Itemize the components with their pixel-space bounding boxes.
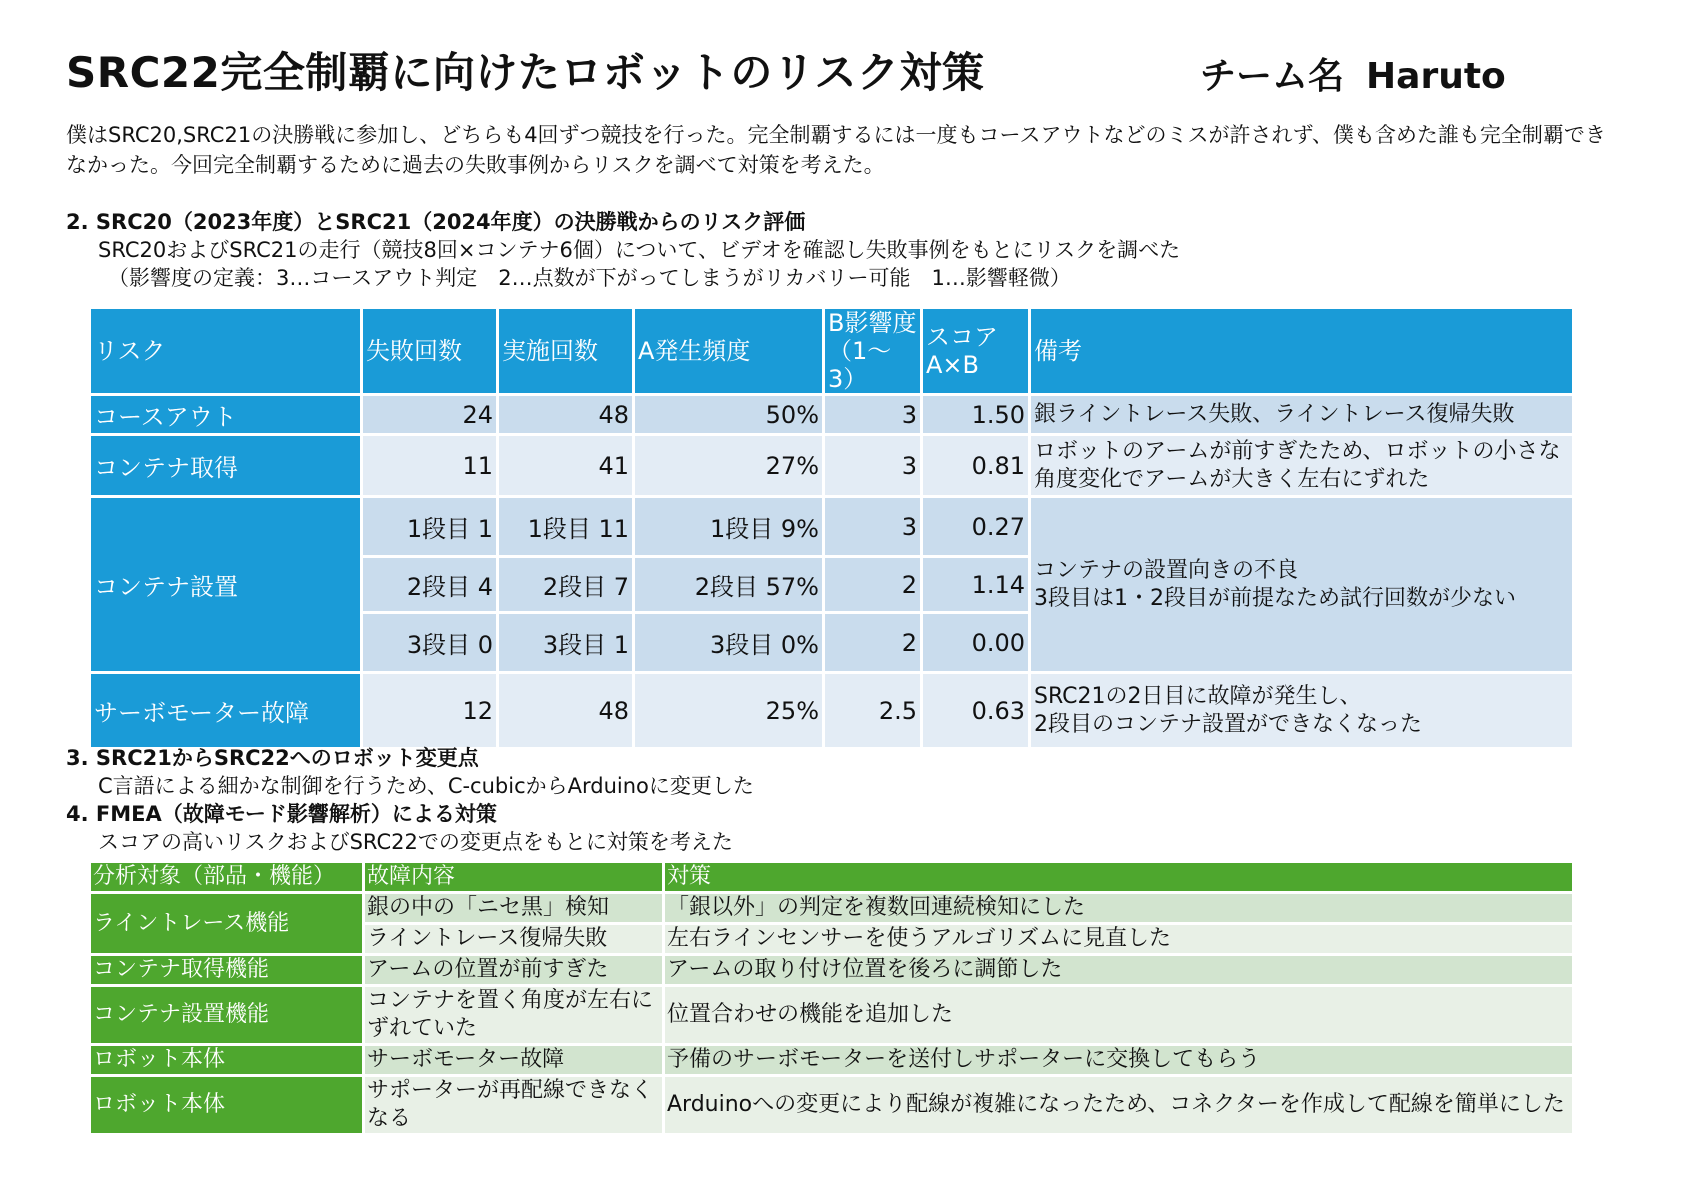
score: 0.00 bbox=[922, 613, 1030, 673]
header-fail-count: 失敗回数 bbox=[362, 308, 498, 395]
fmea-row-robot-2 bbox=[90, 1076, 1574, 1135]
fmea-row-linetrace-1 bbox=[90, 893, 1574, 924]
score: 0.27 bbox=[922, 497, 1030, 557]
section-4-text: スコアの高いリスクおよびSRC22での変更点をもとに対策を考えた bbox=[98, 830, 733, 854]
fmea-measure: 位置合わせの機能を追加した bbox=[664, 986, 1574, 1045]
section-3-heading: 3. SRC21からSRC22へのロボット変更点 bbox=[66, 746, 479, 770]
fmea-target: ロボット本体 bbox=[90, 1045, 364, 1076]
header-impact bbox=[824, 308, 922, 395]
fail-count: 24 bbox=[362, 395, 498, 435]
trial-count: 48 bbox=[498, 673, 634, 749]
note-line-1: SRC21の2日目に故障が発生し、 bbox=[1034, 683, 1362, 709]
trial-count: 1段目 11 bbox=[498, 497, 634, 557]
fmea-failure: サポーターが再配線できなくなる bbox=[364, 1076, 664, 1135]
section-2-line-2: （影響度の定義：3…コースアウト判定 2…点数が下がってしまうがリカバリー可能 1…影響軽微） bbox=[108, 266, 1071, 290]
frequency: 25% bbox=[634, 673, 824, 749]
team-label-text: チーム名 bbox=[1200, 56, 1345, 97]
header-impact-line-2: （1～3） bbox=[828, 337, 892, 393]
header-target: 分析対象（部品・機能） bbox=[90, 862, 364, 893]
risk-name: コースアウト bbox=[90, 395, 362, 435]
risk-name: サーボモーター故障 bbox=[90, 673, 362, 749]
frequency: 3段目 0% bbox=[634, 613, 824, 673]
header-risk: リスク bbox=[90, 308, 362, 395]
note bbox=[1030, 673, 1574, 749]
header-trial-count: 実施回数 bbox=[498, 308, 634, 395]
impact: 3 bbox=[824, 395, 922, 435]
trial-count: 2段目 7 bbox=[498, 557, 634, 613]
impact: 2 bbox=[824, 557, 922, 613]
frequency: 1段目 9% bbox=[634, 497, 824, 557]
page-title: SRC22完全制覇に向けたロボットのリスク対策 bbox=[66, 48, 985, 97]
fmea-target: コンテナ取得機能 bbox=[90, 955, 364, 986]
fmea-measure: 予備のサーボモーターを送付しサポーターに交換してもらう bbox=[664, 1045, 1574, 1076]
team-name: Haruto bbox=[1366, 56, 1506, 97]
fmea-failure: アームの位置が前すぎた bbox=[364, 955, 664, 986]
header-note: 備考 bbox=[1030, 308, 1574, 395]
fmea-failure: コンテナを置く角度が左右にずれていた bbox=[364, 986, 664, 1045]
risk-row-course-out bbox=[90, 395, 1574, 435]
impact: 3 bbox=[824, 497, 922, 557]
note: ロボットのアームが前すぎたため、ロボットの小さな角度変化でアームが大きく左右にずれた bbox=[1030, 435, 1574, 497]
section-2-heading: 2. SRC20（2023年度）とSRC21（2024年度）の決勝戦からのリスク評価 bbox=[66, 210, 806, 234]
fmea-row-container-get bbox=[90, 955, 1574, 986]
fmea-target: ロボット本体 bbox=[90, 1076, 364, 1135]
fmea-failure: サーボモーター故障 bbox=[364, 1045, 664, 1076]
note bbox=[1030, 497, 1574, 673]
score: 1.50 bbox=[922, 395, 1030, 435]
impact: 2.5 bbox=[824, 673, 922, 749]
trial-count: 48 bbox=[498, 395, 634, 435]
fail-count: 1段目 1 bbox=[362, 497, 498, 557]
impact: 2 bbox=[824, 613, 922, 673]
frequency: 27% bbox=[634, 435, 824, 497]
risk-row-container-get bbox=[90, 435, 1574, 497]
fail-count: 12 bbox=[362, 673, 498, 749]
fmea-measure: アームの取り付け位置を後ろに調節した bbox=[664, 955, 1574, 986]
header-score-line-1: スコア bbox=[926, 323, 998, 351]
risk-table bbox=[88, 306, 1575, 750]
fmea-row-container-place bbox=[90, 986, 1574, 1045]
fmea-target: コンテナ設置機能 bbox=[90, 986, 364, 1045]
fmea-measure: 左右ラインセンサーを使うアルゴリズムに見直した bbox=[664, 924, 1574, 955]
risk-row-container-place-1 bbox=[90, 497, 1574, 557]
risk-row-servo bbox=[90, 673, 1574, 749]
fmea-failure: 銀の中の「ニセ黒」検知 bbox=[364, 893, 664, 924]
team-label bbox=[1200, 48, 1506, 99]
note: 銀ライントレース失敗、ライントレース復帰失敗 bbox=[1030, 395, 1574, 435]
fail-count: 11 bbox=[362, 435, 498, 497]
intro-text: 僕はSRC20,SRC21の決勝戦に参加し、どちらも4回ずつ競技を行った。完全制覇するには一度もコースアウトなどのミスが許されず、僕も含めた誰も完全制覇できなかった。今回完全制覇するために過去の失敗事例からリスクを調べて対策を考えた。 bbox=[66, 123, 1606, 177]
section-4-heading: 4. FMEA（故障モード影響解析）による対策 bbox=[66, 802, 497, 826]
score: 0.63 bbox=[922, 673, 1030, 749]
fail-count: 3段目 0 bbox=[362, 613, 498, 673]
fmea-measure: 「銀以外」の判定を複数回連続検知にした bbox=[664, 893, 1574, 924]
fmea-header-row bbox=[90, 862, 1574, 893]
fail-count: 2段目 4 bbox=[362, 557, 498, 613]
fmea-failure: ライントレース復帰失敗 bbox=[364, 924, 664, 955]
impact: 3 bbox=[824, 435, 922, 497]
frequency: 50% bbox=[634, 395, 824, 435]
risk-name: コンテナ取得 bbox=[90, 435, 362, 497]
trial-count: 41 bbox=[498, 435, 634, 497]
fmea-measure: Arduinoへの変更により配線が複雑になったため、コネクターを作成して配線を簡単にした bbox=[664, 1076, 1574, 1135]
header-measure: 対策 bbox=[664, 862, 1574, 893]
note-line-1: コンテナの設置向きの不良 bbox=[1034, 557, 1299, 583]
header-score bbox=[922, 308, 1030, 395]
header-failure: 故障内容 bbox=[364, 862, 664, 893]
header-impact-line-1: B影響度 bbox=[828, 309, 917, 337]
score: 0.81 bbox=[922, 435, 1030, 497]
header-score-line-2: A×B bbox=[926, 351, 979, 379]
section-3-text: C言語による細かな制御を行うため、C-cubicからArduinoに変更した bbox=[98, 774, 754, 798]
trial-count: 3段目 1 bbox=[498, 613, 634, 673]
frequency: 2段目 57% bbox=[634, 557, 824, 613]
fmea-row-robot-1 bbox=[90, 1045, 1574, 1076]
risk-name: コンテナ設置 bbox=[90, 497, 362, 673]
note-line-2: 3段目は1・2段目が前提なため試行回数が少ない bbox=[1034, 585, 1516, 611]
score: 1.14 bbox=[922, 557, 1030, 613]
fmea-target: ライントレース機能 bbox=[90, 893, 364, 955]
header-frequency: A発生頻度 bbox=[634, 308, 824, 395]
note-line-2: 2段目のコンテナ設置ができなくなった bbox=[1034, 711, 1422, 737]
section-2-line-1: SRC20およびSRC21の走行（競技8回×コンテナ6個）について、ビデオを確認し失敗事例をもとにリスクを調べた bbox=[98, 238, 1181, 262]
risk-header-row bbox=[90, 308, 1574, 395]
fmea-table bbox=[88, 860, 1575, 1136]
